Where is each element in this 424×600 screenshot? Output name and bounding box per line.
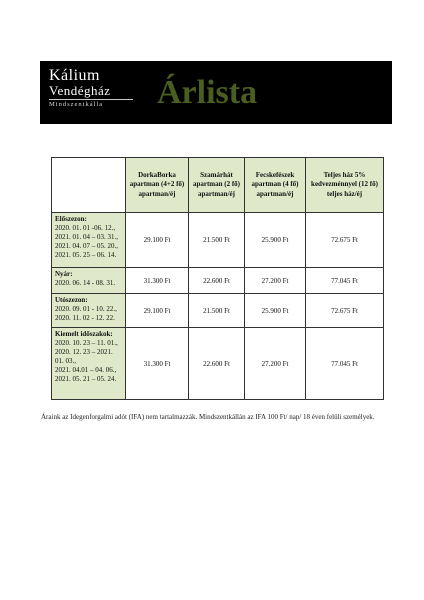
- logo-name: Kálium: [49, 67, 100, 84]
- price-cell: 27.200 Ft: [245, 268, 306, 294]
- column-header: Szamárhát apartman (2 fő) apartman/éj: [189, 158, 245, 213]
- season-cell: [52, 213, 126, 268]
- season-name: Utószezon:: [55, 296, 88, 304]
- price-cell: 22.600 Ft: [189, 268, 245, 294]
- price-cell: 25.900 Ft: [245, 294, 306, 328]
- season-date: 2021. 05. 25 – 06. 14.: [55, 251, 117, 259]
- price-cell: 21.500 Ft: [189, 294, 245, 328]
- price-cell: 77.045 Ft: [306, 268, 384, 294]
- table-corner-cell: [52, 158, 126, 213]
- season-date: 2020. 10. 23 – 11. 01.,: [55, 339, 118, 347]
- price-cell: 31.300 Ft: [126, 328, 189, 400]
- table-row: [52, 213, 384, 268]
- price-cell: 22.600 Ft: [189, 328, 245, 400]
- price-cell: 27.200 Ft: [245, 328, 306, 400]
- price-cell: 72.675 Ft: [306, 294, 384, 328]
- price-cell: 77.045 Ft: [306, 328, 384, 400]
- season-date: 2020. 06. 14 - 08. 31.: [55, 279, 116, 287]
- price-cell: 29.100 Ft: [126, 294, 189, 328]
- table-row: [52, 294, 384, 328]
- season-cell: [52, 268, 126, 294]
- season-date: 2021. 04.01 – 04. 06.,: [55, 366, 117, 374]
- tax-note: Áraink az Idegenforgalmi adót (IFA) nem tartalmazzák. Mindszentkállán az IFA 100 Ft/ nap/ 18 éven felüli személyek.: [41, 413, 375, 421]
- page-title: Árlista: [157, 74, 258, 111]
- logo-divider: [49, 99, 133, 100]
- header-banner: [40, 61, 392, 124]
- table-header-row: [52, 158, 384, 213]
- season-cell: [52, 328, 126, 400]
- season-date: 2020. 12. 23 – 2021.: [55, 348, 113, 356]
- column-header: Teljes ház 5% kedvezménnyel (12 fő) teljes ház/éj: [306, 158, 384, 213]
- column-header: DorkaBorka apartman (4+2 fő) apartman/éj: [126, 158, 189, 213]
- season-date: 01. 03.,: [55, 357, 76, 365]
- logo-subtitle: Vendégház: [49, 83, 111, 98]
- logo: [49, 68, 159, 114]
- price-cell: 25.900 Ft: [245, 213, 306, 268]
- season-date: 2020. 09. 01 - 10. 22.,: [55, 305, 117, 313]
- column-header: Fecskefészek apartman (4 fő) apartman/éj: [245, 158, 306, 213]
- season-date: 2020. 01. 01 -06. 12.,: [55, 224, 116, 232]
- season-name: Kiemelt időszakok:: [55, 330, 113, 338]
- table-row: [52, 328, 384, 400]
- season-date: 2021. 04. 07 – 05. 20.,: [55, 242, 118, 250]
- season-date: 2021. 05. 21 – 05. 24.: [55, 375, 117, 383]
- season-cell: [52, 294, 126, 328]
- price-table: [51, 157, 384, 400]
- season-name: Előszezon:: [55, 215, 87, 223]
- season-date: 2021. 01. 04 – 03. 31.,: [55, 233, 118, 241]
- season-date: 2020. 11. 02 - 12. 22.: [55, 314, 115, 322]
- price-cell: 29.100 Ft: [126, 213, 189, 268]
- season-name: Nyár:: [55, 270, 73, 278]
- logo-location: Mindszentkálla: [49, 101, 104, 108]
- price-cell: 31.300 Ft: [126, 268, 189, 294]
- price-cell: 72.675 Ft: [306, 213, 384, 268]
- table-row: [52, 268, 384, 294]
- price-cell: 21.500 Ft: [189, 213, 245, 268]
